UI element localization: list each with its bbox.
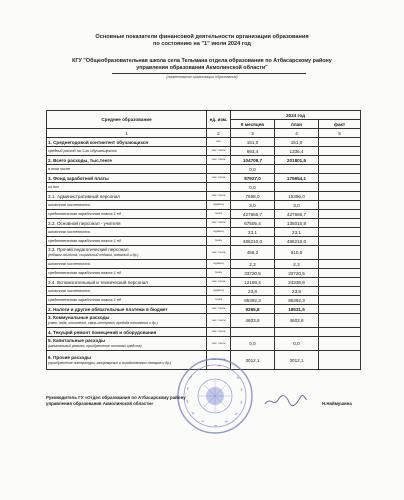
row-fact	[319, 147, 361, 156]
table-row	[47, 201, 361, 210]
row-label: 4. Текущий ремонт помещений и оборудования	[47, 328, 207, 337]
table-row	[47, 328, 361, 337]
row-six-months: 0,0	[231, 165, 275, 174]
row-label-note: (педагог-психолог, социальный педагог, вожатый и др.)	[48, 253, 139, 257]
row-six-months: 693,4	[231, 147, 275, 156]
row-fact	[319, 337, 361, 351]
table-row-numbers	[47, 129, 361, 138]
row-label: штатная численность	[47, 201, 207, 210]
signature-position-line-1: Руководитель ГУ «Отдел образования по Атбасарскому району	[46, 395, 186, 400]
organization-underline	[112, 73, 306, 74]
row-unit: тыс. тенге	[207, 337, 231, 351]
row-unit: тыс. тенге	[207, 328, 231, 337]
handwritten-signature	[262, 393, 308, 409]
row-unit: тыс. тенге	[207, 174, 231, 183]
table-row	[47, 147, 361, 156]
column-number: 3	[231, 129, 275, 138]
indicators-table	[46, 110, 361, 370]
row-label	[47, 314, 207, 328]
row-six-months: 87927,0	[231, 174, 275, 183]
table-row	[47, 305, 361, 314]
row-fact	[319, 174, 361, 183]
row-plan: 4603,8	[275, 314, 319, 328]
table-row	[47, 183, 361, 192]
table-row	[47, 287, 361, 296]
signature-name: Н.Наймушина	[322, 401, 352, 406]
row-label: 3. Фонд заработной платы	[47, 174, 207, 183]
row-six-months: 7698,0	[231, 192, 275, 201]
row-plan	[275, 183, 319, 192]
row-unit: чел	[207, 138, 231, 147]
row-six-months: 85392,3	[231, 296, 275, 305]
row-fact	[319, 260, 361, 269]
row-label	[47, 246, 207, 260]
row-label-note: (приобретение литературы, канцелярских и хозяйственных товаров и др.)	[48, 360, 172, 365]
row-plan: 85392,3	[275, 296, 319, 305]
row-fact	[319, 296, 361, 305]
row-plan: 1336,4	[275, 147, 319, 156]
row-six-months: 455,2	[231, 246, 275, 260]
header-name: Среднее образование	[47, 111, 207, 129]
header-year: 2024 год	[231, 111, 361, 120]
row-label: штатная численность	[47, 287, 207, 296]
row-six-months: 3012,1	[231, 351, 275, 370]
row-fact	[319, 138, 361, 147]
column-number: 5	[319, 129, 361, 138]
row-plan: 2,3	[275, 260, 319, 269]
signature-position-line-2: управления образования Акмолинской области»	[46, 401, 154, 406]
row-fact	[319, 278, 361, 287]
row-six-months: 4603,8	[231, 314, 275, 328]
report-title-line-1: Основные показатели финансовой деятельности организации образования	[95, 34, 309, 40]
row-label: штатная численность	[47, 260, 207, 269]
row-label: среднемесячная заработная плата 1 ед	[47, 269, 207, 278]
table-header-row-1	[47, 111, 361, 120]
row-label: средний расход на 1-го обучающегося	[47, 147, 207, 156]
row-unit: тыс. тенге	[207, 219, 231, 228]
row-six-months: 0,0	[231, 337, 275, 351]
row-plan: 175654,1	[275, 174, 319, 183]
table-row	[47, 260, 361, 269]
row-six-months: 3,0	[231, 201, 275, 210]
row-plan: 3,0	[275, 201, 319, 210]
row-fact	[319, 156, 361, 165]
row-label: среднемесячная заработная плата 1 ед	[47, 296, 207, 305]
row-six-months	[231, 328, 275, 337]
row-label: из них	[47, 183, 207, 192]
row-fact	[319, 210, 361, 219]
row-plan: 3012,1	[275, 351, 319, 370]
table-row	[47, 219, 361, 228]
row-label: 3.4. Вспомогательный и технический персонал	[47, 278, 207, 287]
table-row	[47, 174, 361, 183]
row-fact	[319, 287, 361, 296]
row-plan: 23,8	[275, 287, 319, 296]
row-unit: единиц	[207, 287, 231, 296]
row-fact	[319, 237, 361, 246]
row-fact	[319, 165, 361, 174]
table-row	[47, 228, 361, 237]
row-plan	[275, 328, 319, 337]
row-fact	[319, 183, 361, 192]
official-seal	[176, 357, 254, 435]
row-unit: тыс. тенге	[207, 278, 231, 287]
header-unit: ед. изм.	[207, 111, 231, 129]
header-six-months: 6 месяцев	[231, 120, 275, 129]
row-unit: тенге	[207, 210, 231, 219]
row-six-months: 12168,4	[231, 278, 275, 287]
row-plan: 135010,8	[275, 219, 319, 228]
row-fact	[319, 219, 361, 228]
row-unit: тыс. тенге	[207, 147, 231, 156]
row-label: 3.1. Административный персонал	[47, 192, 207, 201]
row-fact	[319, 328, 361, 337]
row-six-months: 23,8	[231, 287, 275, 296]
row-unit	[207, 165, 231, 174]
row-label: штатная численность	[47, 228, 207, 237]
row-six-months: 0,0	[231, 183, 275, 192]
row-unit: единиц	[207, 260, 231, 269]
row-six-months: 104708,7	[231, 156, 275, 165]
row-fact	[319, 351, 361, 370]
row-plan: 33720,5	[275, 269, 319, 278]
row-unit: единиц	[207, 228, 231, 237]
row-six-months: 33720,5	[231, 269, 275, 278]
organization-name-line-1: КГУ "Общеобразовательная школа села Тельмана отдела образования по Атбасарскому району	[72, 58, 332, 64]
row-fact	[319, 246, 361, 260]
row-label-note: (свет, вода, отопление, связь интернет, вредода отопления и др.)	[48, 321, 158, 325]
row-fact	[319, 192, 361, 201]
table-row	[47, 269, 361, 278]
organization-note: (наименование организации образования)	[166, 75, 238, 79]
table-row	[47, 278, 361, 287]
row-fact	[319, 314, 361, 328]
row-unit: тыс. тенге	[207, 246, 231, 260]
row-unit: тыс. тенге	[207, 351, 231, 370]
row-six-months: 2,3	[231, 260, 275, 269]
column-number: 1	[47, 129, 207, 138]
header-plan: план	[275, 120, 319, 129]
row-six-months: 23,1	[231, 228, 275, 237]
report-title-line-2: по состоянию на "1" июля 2024 год	[153, 41, 251, 47]
column-number: 2	[207, 129, 231, 138]
row-fact	[319, 201, 361, 210]
row-fact	[319, 269, 361, 278]
table-row	[47, 210, 361, 219]
table-row	[47, 296, 361, 305]
row-plan	[275, 165, 319, 174]
row-unit: тенге	[207, 269, 231, 278]
row-six-months: 427666,7	[231, 210, 275, 219]
row-plan: 23,1	[275, 228, 319, 237]
row-label: 2. Всего расходы, тыс.тенге	[47, 156, 207, 165]
table-row	[47, 138, 361, 147]
table-row	[47, 246, 361, 260]
row-unit: тенге	[207, 296, 231, 305]
row-fact	[319, 228, 361, 237]
column-number: 4	[275, 129, 319, 138]
row-unit: тенге	[207, 237, 231, 246]
table-row	[47, 192, 361, 201]
header-fact: факт	[319, 120, 361, 129]
row-unit: единиц	[207, 201, 231, 210]
row-label: среднемесячная заработная плата 1 ед	[47, 210, 207, 219]
row-label	[47, 337, 207, 351]
row-plan: 0,0	[275, 337, 319, 351]
row-label-main: 5. Капитальные расходы	[48, 338, 106, 343]
table-row	[47, 337, 361, 351]
row-fact	[319, 305, 361, 314]
row-plan: 201801,5	[275, 156, 319, 165]
row-plan: 486210,0	[275, 237, 319, 246]
table-row	[47, 237, 361, 246]
row-label: 2. Налоги и другие обязательные платежи в бюджет	[47, 305, 207, 314]
row-unit: тыс. тенге	[207, 156, 231, 165]
table-row	[47, 314, 361, 328]
row-label: 3.2. Основной персонал - учителя	[47, 219, 207, 228]
row-six-months: 67505,4	[231, 219, 275, 228]
row-plan: 910,5	[275, 246, 319, 260]
table-row	[47, 165, 361, 174]
row-plan: 24336,8	[275, 278, 319, 287]
row-unit: тыс. тенге	[207, 305, 231, 314]
row-label-main: 3. Коммунальные расходы	[48, 315, 110, 320]
row-label-main: 3.3. Прочий педагогический персонал	[48, 247, 129, 252]
row-unit	[207, 183, 231, 192]
row-six-months: 486210,0	[231, 237, 275, 246]
row-plan: 18531,5	[275, 305, 319, 314]
row-label: среднемесячная заработная плата 1 ед	[47, 237, 207, 246]
table-row	[47, 156, 361, 165]
row-plan: 15396,0	[275, 192, 319, 201]
row-plan: 427666,7	[275, 210, 319, 219]
organization-name-line-2: управления образования Акмолинской области"	[136, 65, 268, 71]
row-label-note: (капитальный ремонт, приобретение основных средств)	[48, 344, 142, 348]
row-six-months: 9265,8	[231, 305, 275, 314]
row-plan: 151,0	[275, 138, 319, 147]
row-label: в том числе	[47, 165, 207, 174]
row-unit: тыс. тенге	[207, 314, 231, 328]
row-unit: тыс. тенге	[207, 192, 231, 201]
row-label: 1. Среднегодовой контингент обучающихся	[47, 138, 207, 147]
row-label-main: 6. Прочие расходы	[48, 354, 92, 360]
row-six-months: 151,0	[231, 138, 275, 147]
